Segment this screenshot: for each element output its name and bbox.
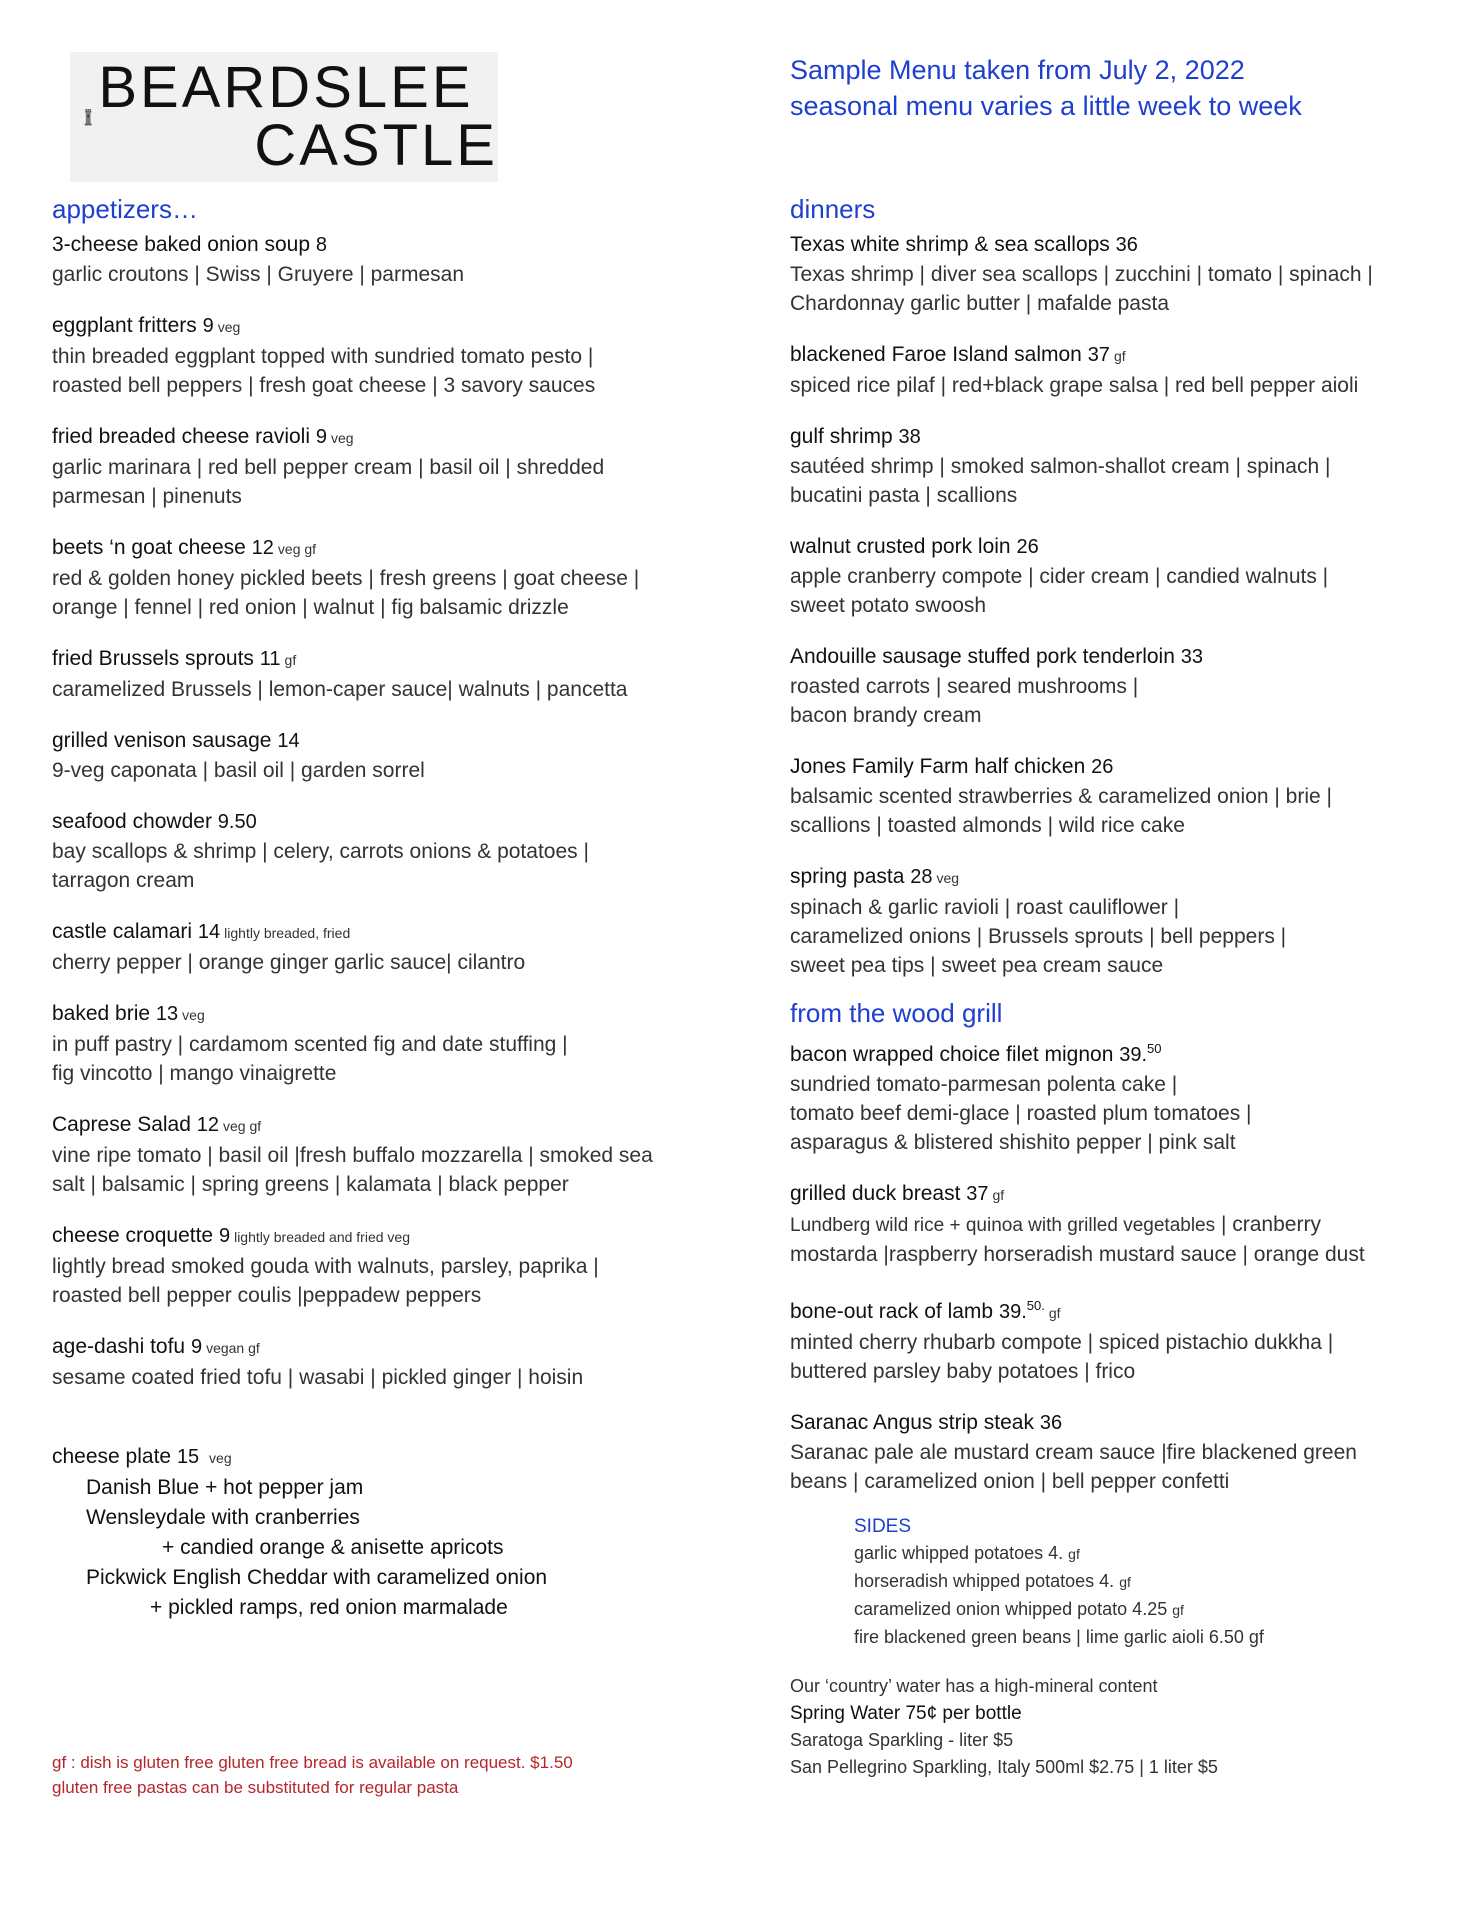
item-price: 9 <box>202 315 214 337</box>
item-description: spinach & garlic ravioli | roast cauliflower | <box>790 896 1180 919</box>
menu-item-name <box>790 752 1450 782</box>
cheese-plate <box>52 1442 732 1623</box>
item-description: bucatini pasta | scallions <box>790 484 1018 507</box>
menu-item-name <box>52 1332 732 1363</box>
left-column <box>52 192 732 1623</box>
side-item-text: fire blackened green beans | lime garlic aioli 6.50 gf <box>854 1627 1264 1647</box>
notice-line-2: seasonal menu varies a little week to week <box>790 91 1302 121</box>
menu-notice <box>790 52 1302 124</box>
item-description: salt | balsamic | spring greens | kalamata | black pepper <box>52 1173 569 1196</box>
item-price: 11 <box>259 648 281 670</box>
menu-item <box>52 422 732 511</box>
cheese-line: + candied orange & anisette apricots <box>162 1536 504 1559</box>
item-description: sweet pea tips | sweet pea cream sauce <box>790 954 1164 977</box>
sides-list <box>854 1540 1450 1651</box>
item-tag: lightly breaded, fried <box>224 925 351 941</box>
dinners-list <box>790 230 1450 980</box>
menu-item-name <box>790 340 1450 371</box>
item-description: roasted bell pepper coulis |peppadew peppers <box>52 1284 482 1307</box>
item-tag: veg <box>936 870 960 886</box>
item-tag: veg <box>182 1007 205 1023</box>
side-item-tag: gf <box>1068 1546 1080 1562</box>
castle-tower-icon <box>84 69 92 165</box>
item-description: fig vincotto | mango vinaigrette <box>52 1062 337 1085</box>
item-description: lightly bread smoked gouda with walnuts, parsley, paprika | <box>52 1255 599 1278</box>
item-title: eggplant fritters <box>52 314 197 337</box>
menu-item-name <box>52 1110 732 1141</box>
item-price: 9 <box>315 426 327 448</box>
menu-item <box>790 340 1450 400</box>
menu-item-name <box>52 1442 732 1473</box>
menu-item-name <box>52 999 732 1030</box>
item-price: 12 <box>251 537 274 559</box>
item-description: bacon brandy cream <box>790 704 982 727</box>
item-price-cents: 50 <box>1147 1041 1162 1056</box>
item-description: balsamic scented strawberries & caramelized onion | brie | <box>790 785 1332 808</box>
item-tag: veg gf <box>223 1118 262 1134</box>
menu-item <box>52 230 732 289</box>
item-description: 9-veg caponata | basil oil | garden sorrel <box>52 759 425 782</box>
water-line: Our ‘country’ water has a high-mineral content <box>790 1676 1158 1696</box>
menu-item <box>52 1332 732 1392</box>
sides-title: SIDES <box>854 1516 912 1537</box>
item-description-text: | cranberry <box>1220 1213 1321 1236</box>
item-description: in puff pastry | cardamom scented fig and date stuffing | <box>52 1033 568 1056</box>
item-price: 26 <box>1091 756 1114 778</box>
item-title: 3-cheese baked onion soup <box>52 233 311 256</box>
item-description: thin breaded eggplant topped with sundried tomato pesto | <box>52 345 594 368</box>
side-item-text: horseradish whipped potatoes 4. <box>854 1571 1115 1591</box>
item-tag: veg gf <box>277 541 317 557</box>
menu-item-name <box>52 807 732 837</box>
menu-item <box>790 1291 1450 1386</box>
menu-item <box>52 726 732 785</box>
side-item <box>854 1568 1450 1596</box>
menu-item <box>790 422 1450 510</box>
item-title: Jones Family Farm half chicken <box>790 755 1086 778</box>
menu-item-name <box>790 532 1450 562</box>
item-description: beans | caramelized onion | bell pepper confetti <box>790 1470 1230 1493</box>
item-price: 39. <box>998 1301 1027 1323</box>
item-description: scallions | toasted almonds | wild rice cake <box>790 814 1185 837</box>
item-description: sautéed shrimp | smoked salmon-shallot cream | spinach | <box>790 455 1331 478</box>
cheese-line: Danish Blue + hot pepper jam <box>86 1476 364 1499</box>
item-price: 14 <box>197 921 221 943</box>
item-tag: vegan gf <box>206 1340 260 1356</box>
item-description: tarragon cream <box>52 869 195 892</box>
item-price: 14 <box>277 730 300 752</box>
item-description: garlic croutons | Swiss | Gruyere | parmesan <box>52 263 465 286</box>
item-price: 39. <box>1119 1044 1148 1066</box>
item-description: roasted carrots | seared mushrooms | <box>790 675 1139 698</box>
logo-line-2: CASTLE <box>254 113 498 178</box>
side-item-tag: gf <box>1119 1574 1131 1590</box>
side-item <box>854 1596 1450 1624</box>
item-description: spiced rice pilaf | red+black grape salsa | red bell pepper aioli <box>790 374 1359 397</box>
menu-item-name <box>790 422 1450 452</box>
item-tag: gf <box>1048 1305 1061 1321</box>
item-title: seafood chowder <box>52 810 212 833</box>
menu-item <box>790 752 1450 840</box>
item-description: roasted bell peppers | fresh goat cheese | 3 savory sauces <box>52 374 596 397</box>
water-line: Spring Water 75¢ per bottle <box>790 1703 1022 1724</box>
cheese-plate-price: 15 <box>176 1446 200 1468</box>
item-title: age-dashi tofu <box>52 1335 186 1358</box>
item-title: Texas white shrimp & sea scallops <box>790 233 1110 256</box>
menu-item <box>790 1034 1450 1157</box>
water-section <box>790 1673 1450 1781</box>
menu-item-name <box>790 1179 1450 1210</box>
menu-item-name <box>52 533 732 564</box>
item-price: 9.50 <box>217 811 257 833</box>
item-price: 28 <box>910 866 933 888</box>
appetizers-title: appetizers… <box>52 194 198 224</box>
notice-line-1: Sample Menu taken from July 2, 2022 <box>790 55 1245 85</box>
item-description: red & golden honey pickled beets | fresh greens | goat cheese | <box>52 567 640 590</box>
item-tag: gf <box>284 652 297 668</box>
item-description: sweet potato swoosh <box>790 594 987 617</box>
item-title: grilled venison sausage <box>52 729 272 752</box>
logo-line-1: BEARDSLEE <box>98 55 474 120</box>
menu-item-name <box>52 422 732 453</box>
cheese-plate-name: cheese plate <box>52 1445 172 1468</box>
footnote-line-1: gf : dish is gluten free gluten free bread is available on request. $1.50 <box>52 1753 573 1772</box>
item-description: Chardonnay garlic butter | mafalde pasta <box>790 292 1170 315</box>
item-description: minted cherry rhubarb compote | spiced pistachio dukkha | <box>790 1331 1334 1354</box>
item-price-cents: 50. <box>1026 1298 1045 1313</box>
item-title: fried breaded cheese ravioli <box>52 425 310 448</box>
item-title: fried Brussels sprouts <box>52 647 254 670</box>
item-price: 9 <box>218 1225 231 1247</box>
menu-item <box>790 532 1450 620</box>
menu-item-name <box>790 862 1450 893</box>
item-title: bacon wrapped choice filet mignon <box>790 1043 1114 1066</box>
menu-item <box>52 644 732 704</box>
appetizers-list <box>52 230 732 1392</box>
item-description: Saranac pale ale mustard cream sauce |fire blackened green <box>790 1441 1357 1464</box>
dinners-title: dinners <box>790 194 876 224</box>
item-description: asparagus & blistered shishito pepper | pink salt <box>790 1131 1236 1154</box>
menu-item <box>790 230 1450 318</box>
item-price: 26 <box>1016 536 1039 558</box>
grill-title: from the wood grill <box>790 998 1003 1028</box>
item-price: 9 <box>190 1336 203 1358</box>
item-title: grilled duck breast <box>790 1182 961 1205</box>
item-title: cheese croquette <box>52 1224 214 1247</box>
item-title: Caprese Salad <box>52 1113 191 1136</box>
item-title: bone-out rack of lamb <box>790 1300 994 1323</box>
item-title: Andouille sausage stuffed pork tenderloin <box>790 645 1175 668</box>
item-title: blackened Faroe Island salmon <box>790 343 1082 366</box>
item-description: vine ripe tomato | basil oil |fresh buffalo mozzarella | smoked sea <box>52 1144 653 1167</box>
item-description: caramelized Brussels | lemon-caper sauce| walnuts | pancetta <box>52 678 628 701</box>
item-tag: lightly breaded and fried veg <box>234 1229 410 1245</box>
item-tag: gf <box>1113 348 1126 364</box>
menu-item-name <box>52 917 732 948</box>
menu-item <box>52 917 732 977</box>
side-item-tag: gf <box>1172 1602 1184 1618</box>
item-tag: gf <box>992 1187 1005 1203</box>
sides-section <box>854 1514 1450 1651</box>
menu-item <box>790 1179 1450 1269</box>
side-item-text: garlic whipped potatoes 4. <box>854 1543 1064 1563</box>
menu-item <box>52 1221 732 1310</box>
item-description: caramelized onions | Brussels sprouts | bell peppers | <box>790 925 1287 948</box>
item-description: orange | fennel | red onion | walnut | fig balsamic drizzle <box>52 596 569 619</box>
item-description: bay scallops & shrimp | celery, carrots onions & potatoes | <box>52 840 589 863</box>
footnote-line-2: gluten free pastas can be substituted for regular pasta <box>52 1778 459 1797</box>
menu-item-name <box>790 230 1450 260</box>
menu-item <box>52 999 732 1088</box>
logo <box>70 52 498 182</box>
item-price: 13 <box>155 1003 179 1025</box>
item-price: 36 <box>1115 234 1138 256</box>
menu-item <box>52 1110 732 1199</box>
menu-item-name <box>52 726 732 756</box>
item-title: baked brie <box>52 1002 151 1025</box>
side-item <box>854 1624 1450 1651</box>
item-title: walnut crusted pork loin <box>790 535 1011 558</box>
menu-item <box>790 1408 1450 1496</box>
item-description-small: Lundberg wild rice + quinoa with grilled vegetables <box>790 1215 1216 1236</box>
water-line: Saratoga Sparkling - liter $5 <box>790 1730 1014 1750</box>
item-title: Saranac Angus strip steak <box>790 1411 1034 1434</box>
menu-item-name <box>790 1291 1450 1328</box>
item-description: tomato beef demi-glace | roasted plum tomatoes | <box>790 1102 1252 1125</box>
menu-item-name <box>52 311 732 342</box>
item-price: 36 <box>1039 1412 1063 1434</box>
gluten-free-footnote <box>52 1750 573 1800</box>
item-price: 37 <box>966 1183 989 1205</box>
item-description: cherry pepper | orange ginger garlic sauce| cilantro <box>52 951 526 974</box>
item-title: gulf shrimp <box>790 425 893 448</box>
item-price: 37 <box>1087 344 1110 366</box>
menu-item-name <box>790 1408 1450 1438</box>
menu-item <box>790 862 1450 980</box>
item-price: 12 <box>196 1114 220 1136</box>
water-line: San Pellegrino Sparkling, Italy 500ml $2.75 | 1 liter $5 <box>790 1757 1218 1777</box>
item-tag: veg <box>330 430 354 446</box>
item-description: apple cranberry compote | cider cream | candied walnuts | <box>790 565 1329 588</box>
item-description: mostarda |raspberry horseradish mustard sauce | orange dust <box>790 1243 1365 1266</box>
menu-item-name <box>52 230 732 260</box>
menu-item-name <box>790 642 1450 672</box>
item-price: 38 <box>898 426 921 448</box>
item-description: garlic marinara | red bell pepper cream | basil oil | shredded <box>52 456 605 479</box>
item-tag: veg <box>217 319 241 335</box>
side-item-text: caramelized onion whipped potato 4.25 <box>854 1599 1168 1619</box>
item-title: spring pasta <box>790 865 905 888</box>
item-description <box>790 1210 1450 1240</box>
item-description: parmesan | pinenuts <box>52 485 242 508</box>
menu-item-name <box>52 644 732 675</box>
menu-item <box>52 311 732 400</box>
side-item <box>854 1540 1450 1568</box>
menu-item <box>790 642 1450 730</box>
menu-item <box>52 807 732 895</box>
cheese-plate-tag: veg <box>209 1450 232 1466</box>
item-description: sundried tomato-parmesan polenta cake | <box>790 1073 1178 1096</box>
item-description: Texas shrimp | diver sea scallops | zucchini | tomato | spinach | <box>790 263 1373 286</box>
menu-item-name <box>790 1034 1450 1070</box>
item-price: 8 <box>315 234 327 256</box>
item-title: beets ‘n goat cheese <box>52 536 246 559</box>
cheese-line: Wensleydale with cranberries <box>86 1506 360 1529</box>
right-column <box>790 192 1450 1781</box>
menu-item <box>52 533 732 622</box>
cheese-line: Pickwick English Cheddar with caramelized onion <box>86 1566 548 1589</box>
grill-list <box>790 1034 1450 1496</box>
cheese-line: + pickled ramps, red onion marmalade <box>150 1596 508 1619</box>
item-description: sesame coated fried tofu | wasabi | pickled ginger | hoisin <box>52 1366 584 1389</box>
item-price: 33 <box>1180 646 1203 668</box>
item-title: castle calamari <box>52 920 193 943</box>
menu-item-name <box>52 1221 732 1252</box>
item-description: buttered parsley baby potatoes | frico <box>790 1360 1136 1383</box>
